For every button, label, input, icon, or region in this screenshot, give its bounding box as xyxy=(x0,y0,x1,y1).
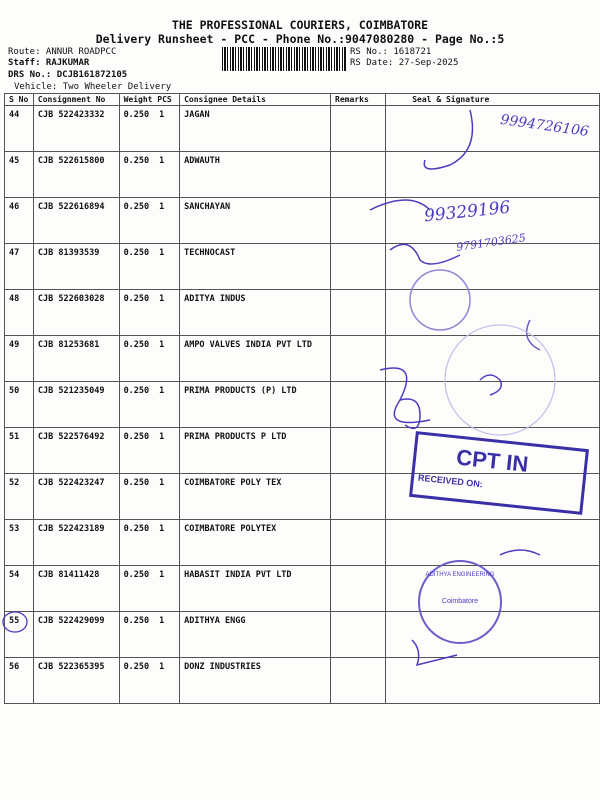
cell-pcs: 1 xyxy=(159,616,165,626)
cell-weight: 0.250 xyxy=(123,248,150,258)
cell-sno: 49 xyxy=(5,336,34,382)
signature-51 xyxy=(400,399,420,428)
staff-text: Staff: RAJKUMAR xyxy=(8,58,90,68)
col-consignment: Consignment No xyxy=(33,94,119,106)
cell-consignee: COIMBATORE POLYTEX xyxy=(180,520,331,566)
cell-sno: 47 xyxy=(5,244,34,290)
cell-consignment: CJB 522423247 xyxy=(33,474,119,520)
cell-pcs: 1 xyxy=(159,156,165,166)
col-sno: S No xyxy=(5,94,34,106)
handwritten-phone-3: 9791703625 xyxy=(455,231,527,254)
rs-date: RS Date: 27-Sep-2025 xyxy=(350,58,459,68)
cell-consignee: ADITYA INDUS xyxy=(180,290,331,336)
cell-pcs: 1 xyxy=(159,432,165,442)
cell-pcs: 1 xyxy=(159,524,165,534)
cell-consignee: DONZ INDUSTRIES xyxy=(180,658,331,704)
cell-weight: 0.250 xyxy=(123,386,150,396)
signature-49 xyxy=(527,320,540,350)
cell-sno: 44 xyxy=(5,106,34,152)
cell-sno: 51 xyxy=(5,428,34,474)
cell-consignment: CJB 522423332 xyxy=(33,106,119,152)
cell-weight: 0.250 xyxy=(123,156,150,166)
cell-weight: 0.250 xyxy=(123,294,150,304)
cell-weight: 0.250 xyxy=(123,432,150,442)
cell-weight: 0.250 xyxy=(123,570,150,580)
route-text: Route: ANNUR ROADPCC xyxy=(8,47,117,57)
cell-weight: 0.250 xyxy=(123,340,150,350)
seal-city: Coimbatore xyxy=(441,598,479,605)
signature-56 xyxy=(412,640,457,665)
cell-weight: 0.250 xyxy=(123,662,150,672)
cell-sno: 52 xyxy=(5,474,34,520)
seal-48 xyxy=(410,270,470,330)
stamp-title: CPT IN xyxy=(455,444,530,477)
col-pcs: PCS xyxy=(157,95,172,104)
cell-sno: 56 xyxy=(5,658,34,704)
circle-mark-56 xyxy=(3,612,27,632)
col-seal-label: Seal & Signature xyxy=(412,95,490,104)
cell-sno: 54 xyxy=(5,566,34,612)
company-title: THE PROFESSIONAL COURIERS, COIMBATORE xyxy=(171,18,429,32)
cell-consignee: TECHNOCAST xyxy=(180,244,331,290)
cell-consignment: CJB 81393539 xyxy=(33,244,119,290)
cell-consignee: AMPO VALVES INDIA PVT LTD xyxy=(180,336,331,382)
cell-consignee: ADWAUTH xyxy=(180,152,331,198)
cell-weight: 0.250 xyxy=(123,110,150,120)
handwritten-phone-2: 99329196 xyxy=(423,197,512,227)
vehicle-text: Vehicle: Two Wheeler Delivery xyxy=(14,82,172,92)
cell-sno: 45 xyxy=(5,152,34,198)
cell-sno: 46 xyxy=(5,198,34,244)
cell-consignment: CJB 522603028 xyxy=(33,290,119,336)
handwritten-phone-1: 9994726106 xyxy=(499,111,590,141)
signature-55 xyxy=(500,550,540,555)
cell-consignment: CJB 522616894 xyxy=(33,198,119,244)
cell-consignment: CJB 81411428 xyxy=(33,566,119,612)
rs-number: RS No.: 1618721 xyxy=(350,47,432,57)
cell-consignee: SANCHAYAN xyxy=(180,198,331,244)
cell-consignment: CJB 522576492 xyxy=(33,428,119,474)
runsheet-subtitle: Delivery Runsheet - PCC - Phone No.:9047080280 - Page No.:5 xyxy=(95,32,505,46)
signature-47 xyxy=(390,244,460,264)
cell-pcs: 1 xyxy=(159,248,165,258)
col-remarks: Remarks xyxy=(331,94,386,106)
cell-consignment: CJB 521235049 xyxy=(33,382,119,428)
signature-51b xyxy=(480,375,501,395)
cell-pcs: 1 xyxy=(159,478,165,488)
cell-consignee: PRIMA PRODUCTS P LTD xyxy=(180,428,331,474)
cell-consignment: CJB 81253681 xyxy=(33,336,119,382)
cell-pcs: 1 xyxy=(159,570,165,580)
cell-consignment: CJB 522365395 xyxy=(33,658,119,704)
cell-pcs: 1 xyxy=(159,110,165,120)
signature-44 xyxy=(424,110,472,169)
signature-50 xyxy=(380,368,430,423)
signature-46 xyxy=(370,200,430,210)
cell-sno: 50 xyxy=(5,382,34,428)
cell-weight: 0.250 xyxy=(123,202,150,212)
cell-consignment: CJB 522615800 xyxy=(33,152,119,198)
company-seal xyxy=(418,560,502,644)
cell-consignee: JAGAN xyxy=(180,106,331,152)
cell-consignment: CJB 522423189 xyxy=(33,520,119,566)
cell-sno: 48 xyxy=(5,290,34,336)
col-consignee: Consignee Details xyxy=(180,94,331,106)
cell-weight: 0.250 xyxy=(123,524,150,534)
cell-pcs: 1 xyxy=(159,662,165,672)
cell-consignee: HABASIT INDIA PVT LTD xyxy=(180,566,331,612)
cell-consignee: COIMBATORE POLY TEX xyxy=(180,474,331,520)
drs-text: DRS No.: DCJB161872105 xyxy=(8,70,128,80)
cell-weight: 0.250 xyxy=(123,478,150,488)
cell-weight: 0.250 xyxy=(123,616,150,626)
cell-sno: 55 xyxy=(5,612,34,658)
cell-pcs: 1 xyxy=(159,340,165,350)
seal-name: ADITHYA ENGINEERING xyxy=(425,572,495,578)
cell-pcs: 1 xyxy=(159,294,165,304)
col-weight: Weight xyxy=(123,95,153,104)
cell-consignee: PRIMA PRODUCTS (P) LTD xyxy=(180,382,331,428)
cell-consignee: ADITHYA ENGG xyxy=(180,612,331,658)
cell-consignment: CJB 522429099 xyxy=(33,612,119,658)
cell-sno: 53 xyxy=(5,520,34,566)
cell-pcs: 1 xyxy=(159,202,165,212)
cell-pcs: 1 xyxy=(159,386,165,396)
stamp-received: RECEIVED ON: xyxy=(417,472,484,490)
